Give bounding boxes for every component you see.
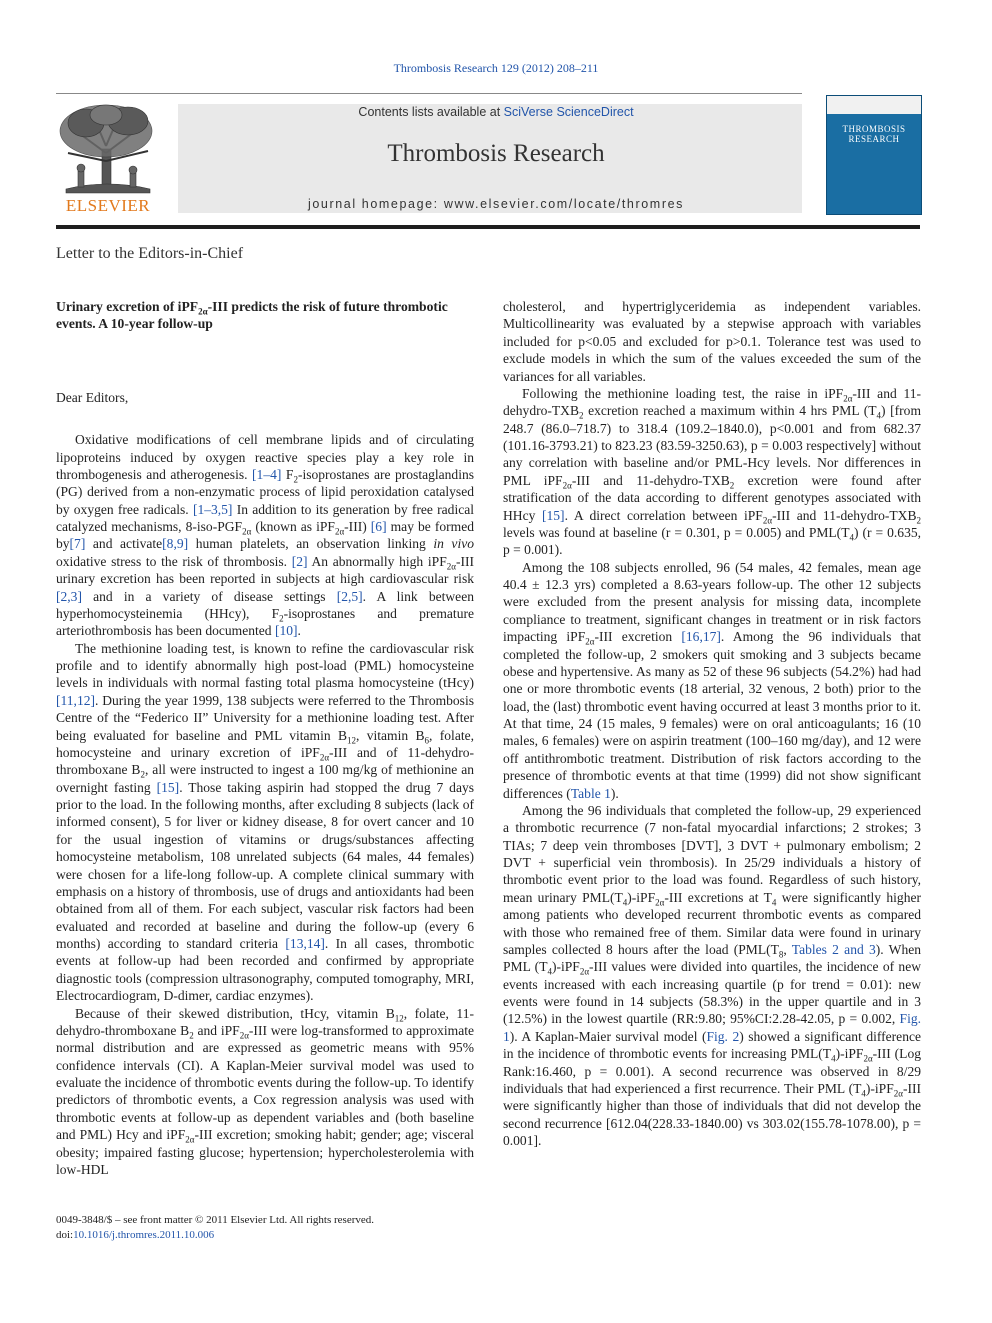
body-paragraph: Because of their skewed distribution, tHcy, vitamin $B_{12}$, folate, 11-dehydro-thromboxane $B_2$ and iPF$_{2\alpha}$-III were log-transformed to approximate normal distribution and are expressed as geometric means with 95% confidence intervals (CI). A Kaplan-Meier survival model was used to evaluate the incidence of thrombotic events during the follow-up. To identify predictors of thrombotic events, a Cox regression analysis was used with thrombotic events at follow-up as dependent variables and (both baseline and PML) Hcy and iPF$_{2\alpha}$-III excretion; smoking habit; gender; age; visceral obesity; impaired fasting glucose; hypertension; hypercholesterolemia with low-HDL xyxy=(56,1005,474,1177)
ref-link[interactable]: [16,17] xyxy=(681,629,721,645)
cover-title xyxy=(827,124,921,144)
journal-citation[interactable]: Thrombosis Research 129 (2012) 208–211 xyxy=(393,61,599,75)
ref-link[interactable]: [15] xyxy=(156,779,180,795)
article-section: Letter to the Editors-in-Chief xyxy=(56,245,244,262)
ref-link[interactable]: [2,5] xyxy=(336,588,363,604)
figure-link[interactable]: Fig. 1 xyxy=(503,1011,921,1044)
body-paragraph: Among the 96 individuals that completed the follow-up, 29 experienced a thrombotic recurrence (7 non-fatal myocardial infarctions; 2 strokes; 3 TIAs; 7 deep vein thromboses [DVT], 3 DVT + pulmonary embolism; 2 DVT + superficial vein thrombosis). In 25/29 individuals a history of thrombotic event prior to the load was found. Regardless of such history, mean urinary $PML(T_4)-iPF_{2\alpha}$-III excretions at $T_4$ were significantly higher among patients who developed recurrent thrombotic events as compared with those who remained free of them. Similar data were found in urinary samples collected 8 hours after the load ($PML(T_8$, Tables 2 and 3). When PML $(T_4)-iPF_{2\alpha}$-III values were divided into quartiles, the incidence of new events increased with each increasing quartile (p for trend = 0.01): new events were found in 14 subjects (58.3%) in the upper quartile and in 3 (12.5%) in the lowest quartile (RR:9.80; 95%CI:2.28-42.05, p = 0.002, Fig. 1). A Kaplan-Maier survival model (Fig. 2) showed a significant difference in the incidence of thrombotic events for increasing $PML(T_4)-iPF_{2\alpha}$-III (Log Rank:16.460, p = 0.001). A second recurrence was observed in 8/29 individuals that had experienced a first recurrence. Their PML $(T_4)-iPF_{2\alpha}$-III were significantly higher than those of individuals that did not develop the second recurrence [612.04(228.33-1840.00) vs 303.02(155.78-1078.00), p = 0.001]. xyxy=(503,802,922,1148)
salutation: Dear Editors, xyxy=(56,389,129,405)
doi-link[interactable]: 10.1016/j.thromres.2011.10.006 xyxy=(73,1228,215,1241)
right-column xyxy=(503,298,921,1149)
header-thick-rule xyxy=(56,225,920,229)
body-paragraph: The methionine loading test, is known to refine the cardiovascular risk profile and to identify abnormally high post-load (PML) homocysteine levels in individuals with normal fasting total plasma homocysteine (tHcy) [11,12]. During the year 1999, 138 subjects were referred to the Thrombosis Centre of the “Federico II” University for a methionine loading test. After being evaluated for baseline and PML vitamin $B_{12}$, vitamin $B_6$, folate, homocysteine and urinary excretion of iPF$_{2\alpha}$-III and of 11-dehydro-thromboxane $B_2$, all were instructed to ingest a 100 mg/kg of methionine an overnight fasting [15]. Those taking aspirin had stopped the drug 7 days prior to the load. In the following months, after excluding 8 subjects (lack of informed consent), 5 for liver or kidney disease, 8 for overt cancer and 10 for the usual ingestion of vitamins or drugs/substances affecting homocysteine metabolism, 108 unrelated subjects (64 males, 44 females) were chosen for a life-long follow-up. A complete clinical summary with emphasis on a history of thrombosis, use of drugs and antioxidants had been obtained from all of them. For each subject, vascular risk factors had been evaluated and recorded at baseline and during the follow-up (every 6 months) according to standard criteria [13,14]. In all cases, thrombotic events at follow-up had been recorded and confirmed by appropriate diagnostic tools (compression ultrasonography, computed tomography, MRI, Electrocardiogram, D-dimer, cardiac enzymes). xyxy=(56,640,475,1004)
ref-link[interactable]: [7] xyxy=(69,536,86,552)
ref-link[interactable]: [10] xyxy=(274,623,298,639)
ref-link[interactable]: [1–3,5] xyxy=(192,501,233,517)
homepage-url[interactable]: www.elsevier.com/locate/thromres xyxy=(443,197,684,211)
footer xyxy=(56,1213,374,1242)
ref-link[interactable]: [15] xyxy=(541,507,565,523)
homepage-prefix: journal homepage: xyxy=(308,197,444,211)
contents-prefix: Contents lists available at xyxy=(358,105,504,119)
doi-prefix: doi: xyxy=(56,1228,74,1241)
table-link[interactable]: Table 1 xyxy=(570,785,611,801)
cover-title-line-1: THROMBOSIS xyxy=(842,124,906,134)
journal-cover[interactable] xyxy=(826,95,922,215)
left-column xyxy=(56,298,474,1178)
publisher-name: ELSEVIER xyxy=(65,196,151,214)
cover-title-line-2: RESEARCH xyxy=(848,134,900,144)
table-link[interactable]: Tables 2 and 3 xyxy=(791,941,876,957)
body-paragraph: Among the 108 subjects enrolled, 96 (54 males, 42 females, mean age 40.4 ± 12.3 yrs) completed a 8.63-years follow-up. The other 12 subjects were excluded from the present analysis for missing data, incomplete compliance to treatment, significant changes in treatment or in risk factors impacting iPF$_{2\alpha}$-III excretion [16,17]. Among the 96 individuals that completed the follow-up, 2 smokers quit smoking and 3 subjects became obese and hypertensive. As many as 52 of these 96 subjects (54.2%) had had one or more thrombotic events (18 arterial, 32 venous, 2 both) prior to the load, the (last) thrombotic event having occurred at least 3 months prior to it. At that time, 24 (15 males, 9 females) were on oral anticoagulants; 16 (10 males, 6 females) were on aspirin treatment (100–160 mg/day), and 12 were off antithrombotic treatment. Distribution of risk factors according to the presence of thrombotic events at that time (1999) did not show significant differences (Table 1). xyxy=(503,559,921,801)
header-divider xyxy=(56,93,802,94)
article-title xyxy=(56,298,474,333)
article-title-part1: Urinary excretion of iPF xyxy=(56,299,199,314)
ref-link[interactable]: [8,9] xyxy=(162,536,189,552)
ref-link[interactable]: [6] xyxy=(370,519,387,535)
article-title-part2: -III predicts the risk of future thrombotic events. A 10-year follow-up xyxy=(56,299,448,332)
body-paragraph: Following the methionine loading test, the raise in iPF$_{2\alpha}$-III and $11-dehydro-TXB_2$ excretion reached a maximum within 4 hrs PML $(T_4)$ [from 248.7 (86.0–718.7) to 318.4 (109.2–1840.0), p<0.001 and from 682.37 (101.16-3793.21) to 823.23 (83.59-3250.63), p = 0.003 respectively] without any correlation with baseline and/or PML-Hcy levels. Nor differences in PML iPF$_{2\alpha}$-III and $11-dehydro-TXB_2$ excretion were found after stratification of the data according to different genotypes associated with HHcy [15]. A direct correlation between iPF$_{2\alpha}$-III and $11-dehydro-TXB_2$ levels was found at baseline (r = 0.301, p = 0.005) and $PML(T_4) (r = 0.635$, p = 0.001). xyxy=(503,385,922,558)
body-paragraph: Oxidative modifications of cell membrane lipids and of circulating lipoproteins induced by oxygen reactive species play a key role in thrombogenesis and atherogenesis. [1–4] $F_2$-isoprostanes are prostaglandins (PG) derived from a non-enzymatic process of lipid peroxidation catalysed by oxygen free radicals. [1–3,5] In addition to its generation by free radical catalyzed mechanisms, $8-iso-PGF_{2\alpha}$ (known as iPF$_{2\alpha}$-III) [6] may be formed by[7] and activate[8,9] human platelets, an observation linking in vivo oxidative stress to the risk of thrombosis. [2] An abnormally high iPF$_{2\alpha}$-III urinary excretion has been reported in subjects at high cardiovascular risk [2,3] and in a variety of disease settings [2,5]. A link between hyperhomocysteinemia (HHcy), $F_2$-isoprostanes and premature arteriothrombosis has been documented [10]. xyxy=(56,432,475,639)
figure-link[interactable]: Fig. 2 xyxy=(706,1028,740,1044)
journal-title: Thrombosis Research xyxy=(387,140,605,167)
body-paragraph: cholesterol, and hypertriglyceridemia as independent variables. Multicollinearity was evaluated by a stepwise approach with variables included for p<0.05 and excluded for p>0.1. Tolerance test was used to exclude models in which the sum of the values exceeded the sum of the variances for all variables. xyxy=(503,299,921,384)
article-title-sub: 2α xyxy=(198,306,208,317)
cover-header-strip xyxy=(827,96,921,114)
ref-link[interactable]: [11,12] xyxy=(56,692,96,708)
doi-line xyxy=(56,1228,374,1243)
ref-link[interactable]: [2] xyxy=(291,553,308,569)
ref-link[interactable]: [13,14] xyxy=(285,936,325,952)
sciencedirect-link[interactable]: SciVerse ScienceDirect xyxy=(503,105,634,119)
issn-line: 0049-3848/$ – see front matter © 2011 Elsevier Ltd. All rights reserved. xyxy=(56,1214,375,1226)
ref-link[interactable]: [1–4] xyxy=(252,466,282,482)
ref-link[interactable]: [2,3] xyxy=(56,588,82,604)
